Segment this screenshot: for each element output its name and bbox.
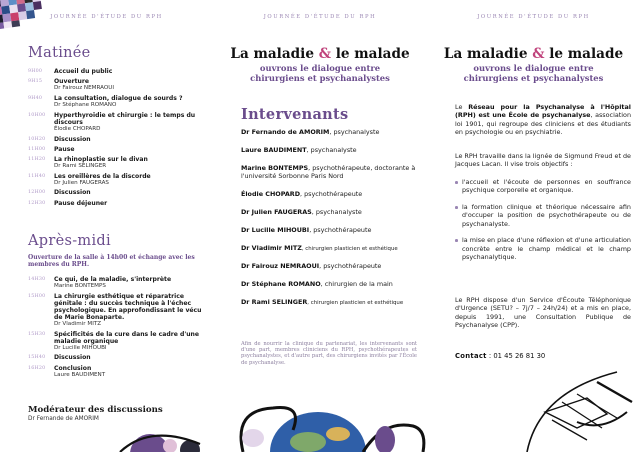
time: 10H20 bbox=[28, 136, 46, 142]
speaker-item bbox=[241, 263, 419, 271]
apres-midi-subtitle: Ouverture de la salle à 14h00 et échange avec les membres du RPH. bbox=[28, 254, 195, 269]
programme-row bbox=[28, 68, 208, 75]
time: 9H40 bbox=[28, 95, 43, 101]
speaker: Dr Stéphane ROMANO bbox=[54, 101, 117, 108]
speaker-role: , psychanalyste bbox=[329, 128, 380, 136]
title-part: La maladie bbox=[230, 46, 319, 62]
speaker-role: , psychanalyste bbox=[306, 145, 357, 154]
brochure-subtitle bbox=[427, 63, 640, 83]
morning-programme bbox=[28, 68, 208, 210]
programme-row bbox=[28, 136, 208, 143]
speaker-role: , psychothérapeute bbox=[300, 189, 363, 198]
speaker-list bbox=[241, 129, 419, 318]
session-title: Ce qui, de la maladie, s'interprète bbox=[54, 276, 172, 283]
moderator-name: Dr Fernande de AMORIM bbox=[28, 416, 99, 422]
speaker-name: Élodie CHOPARD bbox=[241, 189, 301, 198]
moderator-heading: Modérateur des discussions bbox=[28, 405, 163, 415]
speaker-name: Dr Lucille MIHOUBI bbox=[241, 225, 310, 234]
time: 12H00 bbox=[28, 190, 46, 196]
subtitle-line: ouvrons le dialogue entre bbox=[259, 63, 381, 73]
session-title: Hyperthyroïdie et chirurgie : le temps du discours bbox=[54, 111, 196, 126]
panel-about-rph bbox=[427, 0, 640, 452]
time: 16H20 bbox=[28, 365, 46, 371]
subtitle-line: chirurgiens et psychanalystes bbox=[250, 73, 390, 84]
panel-intervenants bbox=[213, 0, 427, 452]
session-title: La chirurgie esthétique et réparatrice génitale : du succès technique à l'échec psychologique. En approfondissant le vécu de Marie Bonaparte. bbox=[54, 292, 202, 321]
time: 15H00 bbox=[28, 293, 46, 299]
rph-intro-paragraph bbox=[455, 103, 631, 136]
speaker: Marine BONTEMPS bbox=[54, 283, 106, 289]
text: , association loi 1901, qui regroupe des cliniciens et des étudiants en psychologie ou en psychiatrie. bbox=[455, 111, 631, 136]
running-header: JOURNÉE D'ÉTUDE DU RPH bbox=[50, 14, 163, 20]
title-part: le malade bbox=[544, 46, 624, 62]
programme-row bbox=[28, 146, 208, 153]
speaker-role: , psychothérapeute, doctorante à l'université Sorbonne Paris Nord bbox=[241, 163, 416, 180]
programme-row bbox=[28, 112, 208, 133]
time: 11H40 bbox=[28, 173, 46, 179]
speaker-item bbox=[241, 147, 419, 155]
speaker-name: Marine BONTEMPS bbox=[241, 163, 309, 172]
time: 15H30 bbox=[28, 331, 46, 337]
objectives-list bbox=[455, 178, 631, 270]
speaker-name: Dr Vladimir MITZ bbox=[241, 243, 302, 252]
speaker-item bbox=[241, 299, 419, 308]
afternoon-programme bbox=[28, 276, 208, 381]
programme-row bbox=[28, 156, 208, 170]
speaker: Dr Julien FAUGERAS bbox=[54, 179, 109, 186]
rph-services-paragraph: Le RPH dispose d'un Service d'Écoute Téléphonique d'Urgence (SETU? – 7j/7 – 24h/24) et a mis en place, depuis 1991, une Consultation Publique de Psychanalyse (CPP). bbox=[455, 296, 631, 329]
session-title: Pause bbox=[54, 145, 75, 153]
speaker-item bbox=[241, 209, 419, 217]
intervenants-note: Afin de nourrir la clinique du partenariat, les intervenants sont d'une part, membres cliniciens du RPH, psychothérapeutes et psychanalystes, et d'autre part, des chirurgiens invités par l'École de psychanalyse. bbox=[241, 341, 417, 366]
text: Le bbox=[455, 103, 469, 111]
subtitle-line: chirurgiens et psychanalystes bbox=[463, 73, 604, 84]
speaker-item bbox=[241, 227, 419, 235]
speaker: Laure BAUDIMENT bbox=[54, 371, 106, 378]
time: 10H00 bbox=[28, 112, 46, 118]
matinee-heading: Matinée bbox=[28, 45, 91, 61]
speaker-name: Dr Stéphane ROMANO bbox=[241, 280, 321, 289]
session-title: Discussion bbox=[54, 189, 91, 197]
speaker-item bbox=[241, 129, 419, 137]
apres-midi-heading: Après-midi bbox=[28, 233, 111, 249]
session-title: La consultation, dialogue de sourds ? bbox=[54, 94, 183, 102]
text-bold: Réseau pour la Psychanalyse à l'Hôpital (RPH) est une École de psychanalyse bbox=[455, 103, 631, 120]
programme-row bbox=[28, 276, 208, 290]
time: 9H00 bbox=[28, 69, 43, 74]
ampersand: & bbox=[532, 46, 545, 62]
programme-row bbox=[28, 365, 208, 379]
line-artwork bbox=[427, 362, 640, 452]
ampersand: & bbox=[318, 46, 331, 62]
speaker: Dr Vladimir MITZ bbox=[54, 320, 102, 327]
speaker-name: Dr Fernando de AMORIM bbox=[241, 128, 330, 136]
time: 14H30 bbox=[28, 277, 46, 282]
running-header: JOURNÉE D'ÉTUDE DU RPH bbox=[477, 14, 590, 20]
globe-artwork bbox=[213, 390, 427, 452]
panel-programme bbox=[0, 0, 213, 452]
objective-item: la mise en place d'une réflexion et d'une articulation concrète entre le champ médical et le champ psychanalytique. bbox=[455, 236, 631, 261]
speaker-item bbox=[241, 191, 419, 199]
speaker-item bbox=[241, 245, 419, 254]
session-title: Ouverture bbox=[54, 78, 90, 86]
time: 11H20 bbox=[28, 156, 46, 162]
subtitle-line: ouvrons le dialogue entre bbox=[473, 63, 594, 73]
speaker: Dr Rami SELINGER bbox=[54, 162, 107, 169]
title-part: La maladie bbox=[443, 46, 533, 62]
speaker-item bbox=[241, 281, 419, 289]
programme-row bbox=[28, 354, 208, 361]
speaker-name: Dr Julien FAUGERAS bbox=[241, 207, 312, 216]
brochure-title bbox=[427, 46, 640, 62]
programme-row bbox=[28, 95, 208, 109]
session-title: Discussion bbox=[54, 135, 91, 143]
abstract-artwork bbox=[0, 414, 213, 452]
programme-row bbox=[28, 293, 208, 328]
speaker-role: , psychothérapeute bbox=[309, 225, 372, 234]
time: 12H30 bbox=[28, 200, 46, 206]
session-title: Conclusion bbox=[54, 364, 92, 372]
time: 15H40 bbox=[28, 355, 46, 361]
speaker-name: Dr Fairouz NEMRAOUI bbox=[241, 262, 320, 271]
session-title: Spécificités de la cure dans le cadre d'une maladie organique bbox=[54, 330, 200, 345]
running-header: JOURNÉE D'ÉTUDE DU RPH bbox=[263, 14, 377, 20]
speaker: Dr Fairouz NEMRAOUI bbox=[54, 85, 115, 92]
programme-row bbox=[28, 200, 208, 207]
session-title: Les oreillères de la discorde bbox=[54, 172, 151, 180]
speaker-role: , psychothérapeute bbox=[319, 262, 382, 271]
contact-phone: : 01 45 26 81 30 bbox=[486, 352, 546, 360]
speaker-role: , chirurgien plasticien et esthétique bbox=[307, 300, 404, 307]
speaker-item bbox=[241, 165, 419, 180]
speaker-role: , psychanalyste bbox=[311, 207, 362, 216]
programme-row bbox=[28, 173, 208, 187]
session-title: Discussion bbox=[54, 354, 91, 362]
speaker-role: , chirurgien plasticien et esthétique bbox=[301, 245, 398, 252]
speaker: Dr Lucille MIHOUBI bbox=[54, 344, 107, 351]
brochure-title bbox=[213, 46, 427, 62]
speaker-role: , chirurgien de la main bbox=[320, 280, 393, 289]
speaker: Élodie CHOPARD bbox=[54, 125, 101, 132]
title-part: le malade bbox=[331, 46, 410, 62]
session-title: La rhinoplastie sur le divan bbox=[54, 155, 148, 163]
programme-row bbox=[28, 78, 208, 92]
objective-item: l'accueil et l'écoute de personnes en souffrance psychique corporelle et organique. bbox=[455, 178, 631, 195]
session-title: Pause déjeuner bbox=[54, 199, 108, 207]
programme-row bbox=[28, 331, 208, 352]
objective-item: la formation clinique et théorique nécessaire afin d'occuper la position de psychothérapeute ou de psychanalyste. bbox=[455, 203, 631, 228]
speaker-name: Laure BAUDIMENT bbox=[241, 145, 307, 154]
time: 11H00 bbox=[28, 146, 46, 152]
time: 9H15 bbox=[28, 79, 43, 85]
rph-objectives-intro: Le RPH travaille dans la lignée de Sigmund Freud et de Jacques Lacan. Il vise trois objectifs : bbox=[455, 152, 631, 169]
contact-line bbox=[455, 352, 545, 360]
intervenants-heading: Intervenants bbox=[241, 106, 349, 123]
contact-label: Contact bbox=[455, 352, 487, 360]
brochure-subtitle bbox=[213, 63, 427, 83]
speaker-name: Dr Rami SELINGER bbox=[241, 298, 308, 307]
session-title: Accueil du public bbox=[54, 68, 113, 75]
programme-row bbox=[28, 189, 208, 196]
